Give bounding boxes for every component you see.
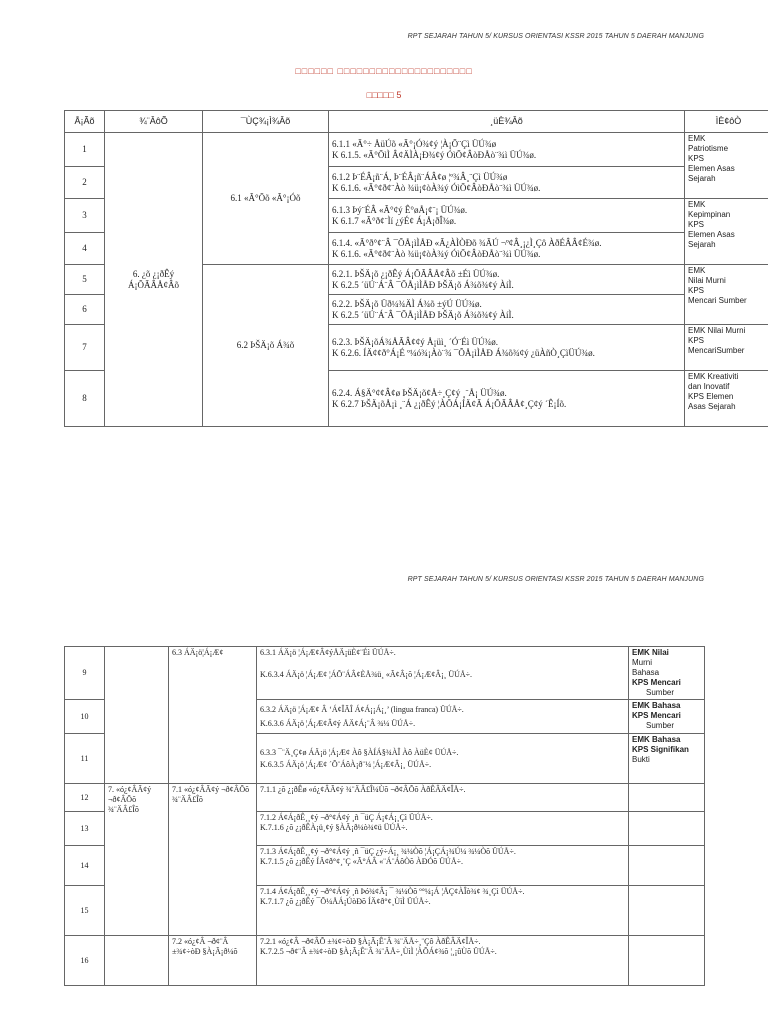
topic-cell: 6. ¿õ ¿¡ðÊý Á¡ÕÃÂÅ¢Âõ <box>105 133 203 427</box>
week-number: 15 <box>65 886 105 936</box>
objective-cell: 6.1.3 Þý¨ÉÂ «Ã°¢ý Ê°øÅ¡¢¨¡ ÜÚ¾ø. K 6.1.7 «Ã°ð¢¨Ìí ¿ýÉ¢ Á¡Å¡ðÎ¾ø. <box>329 199 685 233</box>
document-title: □□□□□□ □□□□□□□□□□□□□□□□□□□□□ <box>295 66 473 76</box>
standard-cell: 7.2 «ó¿¢Â ¬ð¢¨Â ±¾¢÷òÐ §À¡Ã¡ð¼õ <box>169 936 257 986</box>
week-number: 9 <box>65 647 105 700</box>
notes-cell-empty <box>629 846 705 886</box>
notes-cell: EMK Nilai Murni KPS MencariSumber <box>685 325 768 371</box>
objective-cell: 6.1.4. «Ã°ð°¢¨Â ¯ÕÅ¡ìÌÅÐ «Ã¿ÀÌÒÐõ ¾ÃÚ ¬º¢Â¸¡¿Ì¸Çô ÀðÉÂÂ¢É¾ø. K 6.1.6. «Ã°¢ð¢¨Àò ¾ü¡¢òÀ¾ý ÓìÕ¢ÂòÐÅò¨¾ì ÜÚ¾ø. <box>329 233 685 265</box>
week-number: 11 <box>65 734 105 784</box>
objective-cell: 7.1.3 Á¢Á¡ðÊ¸¸¢ý ¬ð°¢Á¢ý ¸ñ ¯üÇ ¿ý÷Á¡¸ ¾¼Òõ ¦Á¡ÇÁ¡¾Ú¼ ¾¼Òõ ÜÚÅ÷. K.7.1.5 ¿õ ¿¡ðÊý ÍÄ¢ð°¢¸¨Ç «Ã°ÁÂ «¨Á¨ÁôÒõ ÀÐÓõ ÜÚÅ÷. <box>257 846 629 886</box>
objective-cell: 7.2.1 «ó¿¢Â ¬ð¢ÂÕ ±¾¢÷òÐ §À¡Ã¡Ê¨Â ¾¨ÄÅ÷¸¨Çô ÀðÊÂÄ¢ÎÅ÷. K.7.2.5 ¬ð¢¨Â ±¾¢÷òÐ §À¡Ã¡Ê¨Â ¾¨ÄÅ÷¸ÙìÌ ¦ÀÕÁ¢¾õ ¦¸¡ûÙõ ÜÚÅ÷. <box>257 936 629 986</box>
page-header: RPT SEJARAH TAHUN 5/ KURSUS ORIENTASI KSSR 2015 TAHUN 5 DAERAH MANJUNG <box>407 576 704 583</box>
objective-cell: 6.3.2 ÁÄ¡ö ¦Á¡Æ¢ Â ‘Á¢ÎÃÎ Á¢Á¡¡Á¡¸’ (lingua franca) ÜÚÅ÷. K.6.3.6 ÁÄ¡ö ¦Á¡Æ¢Â¢ý ÅÄ¢Á¡¨Â ¾¼ ÜÚÅ÷. <box>257 700 629 734</box>
standard-cell: 6.2 ÞŠÄ¡õ Á¾õ <box>203 265 329 427</box>
objective-cell: 7.1.2 Á¢Á¡ðÊ¸¸¢ý ¬ð°¢Á¢ý ¸ñ ¯üÇ Á¡¢Á¡¸Çì ÜÚÅ÷. K.7.1.6 ¿õ ¿¡ðÊÀ¡ü¸¢ý §ÀÃ¡ð¼ò¾¢ü ÜÚÅ÷. <box>257 812 629 846</box>
notes-cell-empty <box>629 936 705 986</box>
standard-cell: 6.3 ÁÄ¡ö¦Á¡Æ¢ <box>169 647 257 784</box>
notes-cell: EMK Nilai Murni KPS Mencari Sumber <box>685 265 768 325</box>
objective-cell: 6.2.3. ÞŠÄ¡õÁ¾ÅÃÂ¢¢ý Å¡üì¸ ´Ó¨Éì ÜÚ¾ø. K 6.2.6. ÍÄ¢¢ð°Á¡É º¼ó¾¡Àò¨¾ ¯ÕÅ¡ìÌÅÐ Á¾õ¾¢ý ¿üÀñÒ¸ÇìÜÚ¾ø. <box>329 325 685 371</box>
notes-cell-empty <box>629 886 705 936</box>
week-number: 3 <box>65 199 105 233</box>
week-number: 10 <box>65 700 105 734</box>
header-topic: ¾¨ÂôÕ <box>105 111 203 133</box>
topic-cell: 7. «ó¿¢ÂÃ¢ý ¬ð¢ÂÕõ ¾¨ÄÂ£Îõ <box>105 784 169 936</box>
topic-cell-empty <box>105 647 169 784</box>
week-number: 12 <box>65 784 105 812</box>
header-objective: ¸üÈ¾Âõ <box>329 111 685 133</box>
topic-cell-empty <box>105 936 169 986</box>
header-standard: ¯ÙÇ¾¡Ì¾Âõ <box>203 111 329 133</box>
week-number: 5 <box>65 265 105 295</box>
objective-cell: 6.3.1 ÁÄ¡ö ¦Á¡Æ¢Â¢ýÅÄ¡üÈ¢¨Éì ÜÚÅ÷. K.6.3.4 ÁÄ¡ö ¦Á¡Æ¢ ¦ÁÕ¨ÁÂ¢ÈÅ¾ü¸ «Ã¢Â¡õ ¦Á¡Æ¢Â¡¸ ÜÚÅ÷. <box>257 647 629 700</box>
week-number: 14 <box>65 846 105 886</box>
notes-cell: EMK Patriotisme KPS Elemen Asas Sejarah <box>685 133 768 199</box>
week-number: 6 <box>65 295 105 325</box>
objective-cell: 6.2.4. Á§Ä°¢¢Â¢ø ÞŠÄ¡õ¢Å÷¸Ç¢ý ¸¨Å¡ ÜÚ¾ø. K 6.2.7 ÞŠÄ¡õÅ¡ì ¸¨Á ¿¡ðÊý ¦ÀÕÁ¡ÍÄ¢Ã Á¡ÕÃÂÅ¢¸Ç¢ý ´Ê¡Íõ. <box>329 371 685 427</box>
notes-cell-empty <box>629 812 705 846</box>
week-number: 8 <box>65 371 105 427</box>
objective-cell: 6.2.1. ÞŠÄ¡õ ¿¡ðÊý Á¡ÕÃÂÅ¢Âõ ±Éì ÜÚ¾ø. K 6.2.5 ´üÚ¨Á¨Â ¯ÕÅ¡ìÌÅÐ ÞŠÄ¡õ Á¾õ¾¢ý ÀíÌ. <box>329 265 685 295</box>
notes-cell-empty <box>629 784 705 812</box>
standard-cell: 7.1 «ó¿¢ÂÃ¢ý ¬ð¢ÂÕõ ¾¨ÄÂ£Îõ <box>169 784 257 936</box>
week-number: 2 <box>65 167 105 199</box>
objective-cell: 7.1.4 Á¢Á¡ðÊ¸¸¢ý ¬ð°¢Á¢ý ¸ñ Þó¾¢Â¡ ¯ ¾¼Òõ º°¼¡Á ¦ÅÇ¢ÀÎò¾¢ ¾¸Çì ÜÚÅ÷. K.7.1.7 ¿õ ¿¡ðÊý ¯Õ¼ÅÁ¡ÚòÐõ ÍÄ¢ð°¢¸ÙìÌ ÜÚÅ÷. <box>257 886 629 936</box>
objective-cell: 6.2.2. ÞŠÄ¡õ Üð¼¾ÄÌ Á¾õ ±ýÚ ÜÚ¾ø. K 6.2.5 ´üÚ¨Á¨Â ¯ÕÅ¡ìÌÅÐ ÞŠÄ¡õ Á¾õ¾¢ý ÀíÌ. <box>329 295 685 325</box>
notes-cell: EMK Nilai Murni Bahasa KPS Mencari Sumber <box>629 647 705 700</box>
week-number: 13 <box>65 812 105 846</box>
notes-cell: EMK Kepimpinan KPS Elemen Asas Sejarah <box>685 199 768 265</box>
objective-cell: 6.1.1 «Ã°÷ ÅüÚõ «Ã°¡Ó¾¢ý ¦À¡Õ¨Çì ÜÚ¾ø K 6.1.5. «Ã°ÕìÌ Â¢ÄÌÀ¡Ð¾¢ý ÓìÕ¢ÂòÐÅò¨¾ì ÜÚ¾ø. <box>329 133 685 167</box>
objective-cell: 6.3.3 ¯¨Ä¸Ç¢ø ÁÄ¡ö ¦Á¡Æ¢ Àô §ÀÍÁ§¾ÀÎ Àô ÀüÈ¢ ÜÚÅ÷. K.6.3.5 ÁÄ¡ö ¦Á¡Æ¢ ´Õ¨ÁôÀ¡ð¨¼ ¦Á¡Æ¢Â¡¸ ÜÚÅ÷. <box>257 734 629 784</box>
plan-table-top <box>64 110 768 427</box>
week-number: 1 <box>65 133 105 167</box>
notes-cell: EMK Bahasa KPS Signifikan Bukti <box>629 734 705 784</box>
week-number: 7 <box>65 325 105 371</box>
objective-cell: 6.1.2 Þ¨ÉÂ¡ñ¨Á, Þ¨ÉÂ¡ñ¨ÁÂ¢ø ¦º¾Â¸¨Çì ÜÚ¾ø K 6.1.6. «Ã°¢ð¢¨Àò ¾ü¡¢òÀ¾ý ÓìÕ¢ÂòÐÅò¨¾ì ÜÚ¾ø. <box>329 167 685 199</box>
plan-table-bottom <box>64 646 705 986</box>
document-subtitle: □□□□□ 5 <box>366 90 402 100</box>
header-week: Å¡Ãõ <box>65 111 105 133</box>
header-notes: ÌÈ¢ôÒ <box>685 111 768 133</box>
week-number: 16 <box>65 936 105 986</box>
standard-cell: 6.1 «Ã°Õõ «Ã°¡Óõ <box>203 133 329 265</box>
week-number: 4 <box>65 233 105 265</box>
notes-cell: EMK Kreativiti dan Inovatif KPS Elemen Asas Sejarah <box>685 371 768 427</box>
notes-cell: EMK Bahasa KPS Mencari Sumber <box>629 700 705 734</box>
objective-cell: 7.1.1 ¿õ ¿¡ðÊø «ó¿¢ÂÃ¢ý ¾¨ÄÂ£Î¼Ùõ ¬ð¢ÂÕõ ÀðÊÂÄ¢ÎÅ÷. <box>257 784 629 812</box>
page-header: RPT SEJARAH TAHUN 5/ KURSUS ORIENTASI KSSR 2015 TAHUN 5 DAERAH MANJUNG <box>407 33 704 40</box>
